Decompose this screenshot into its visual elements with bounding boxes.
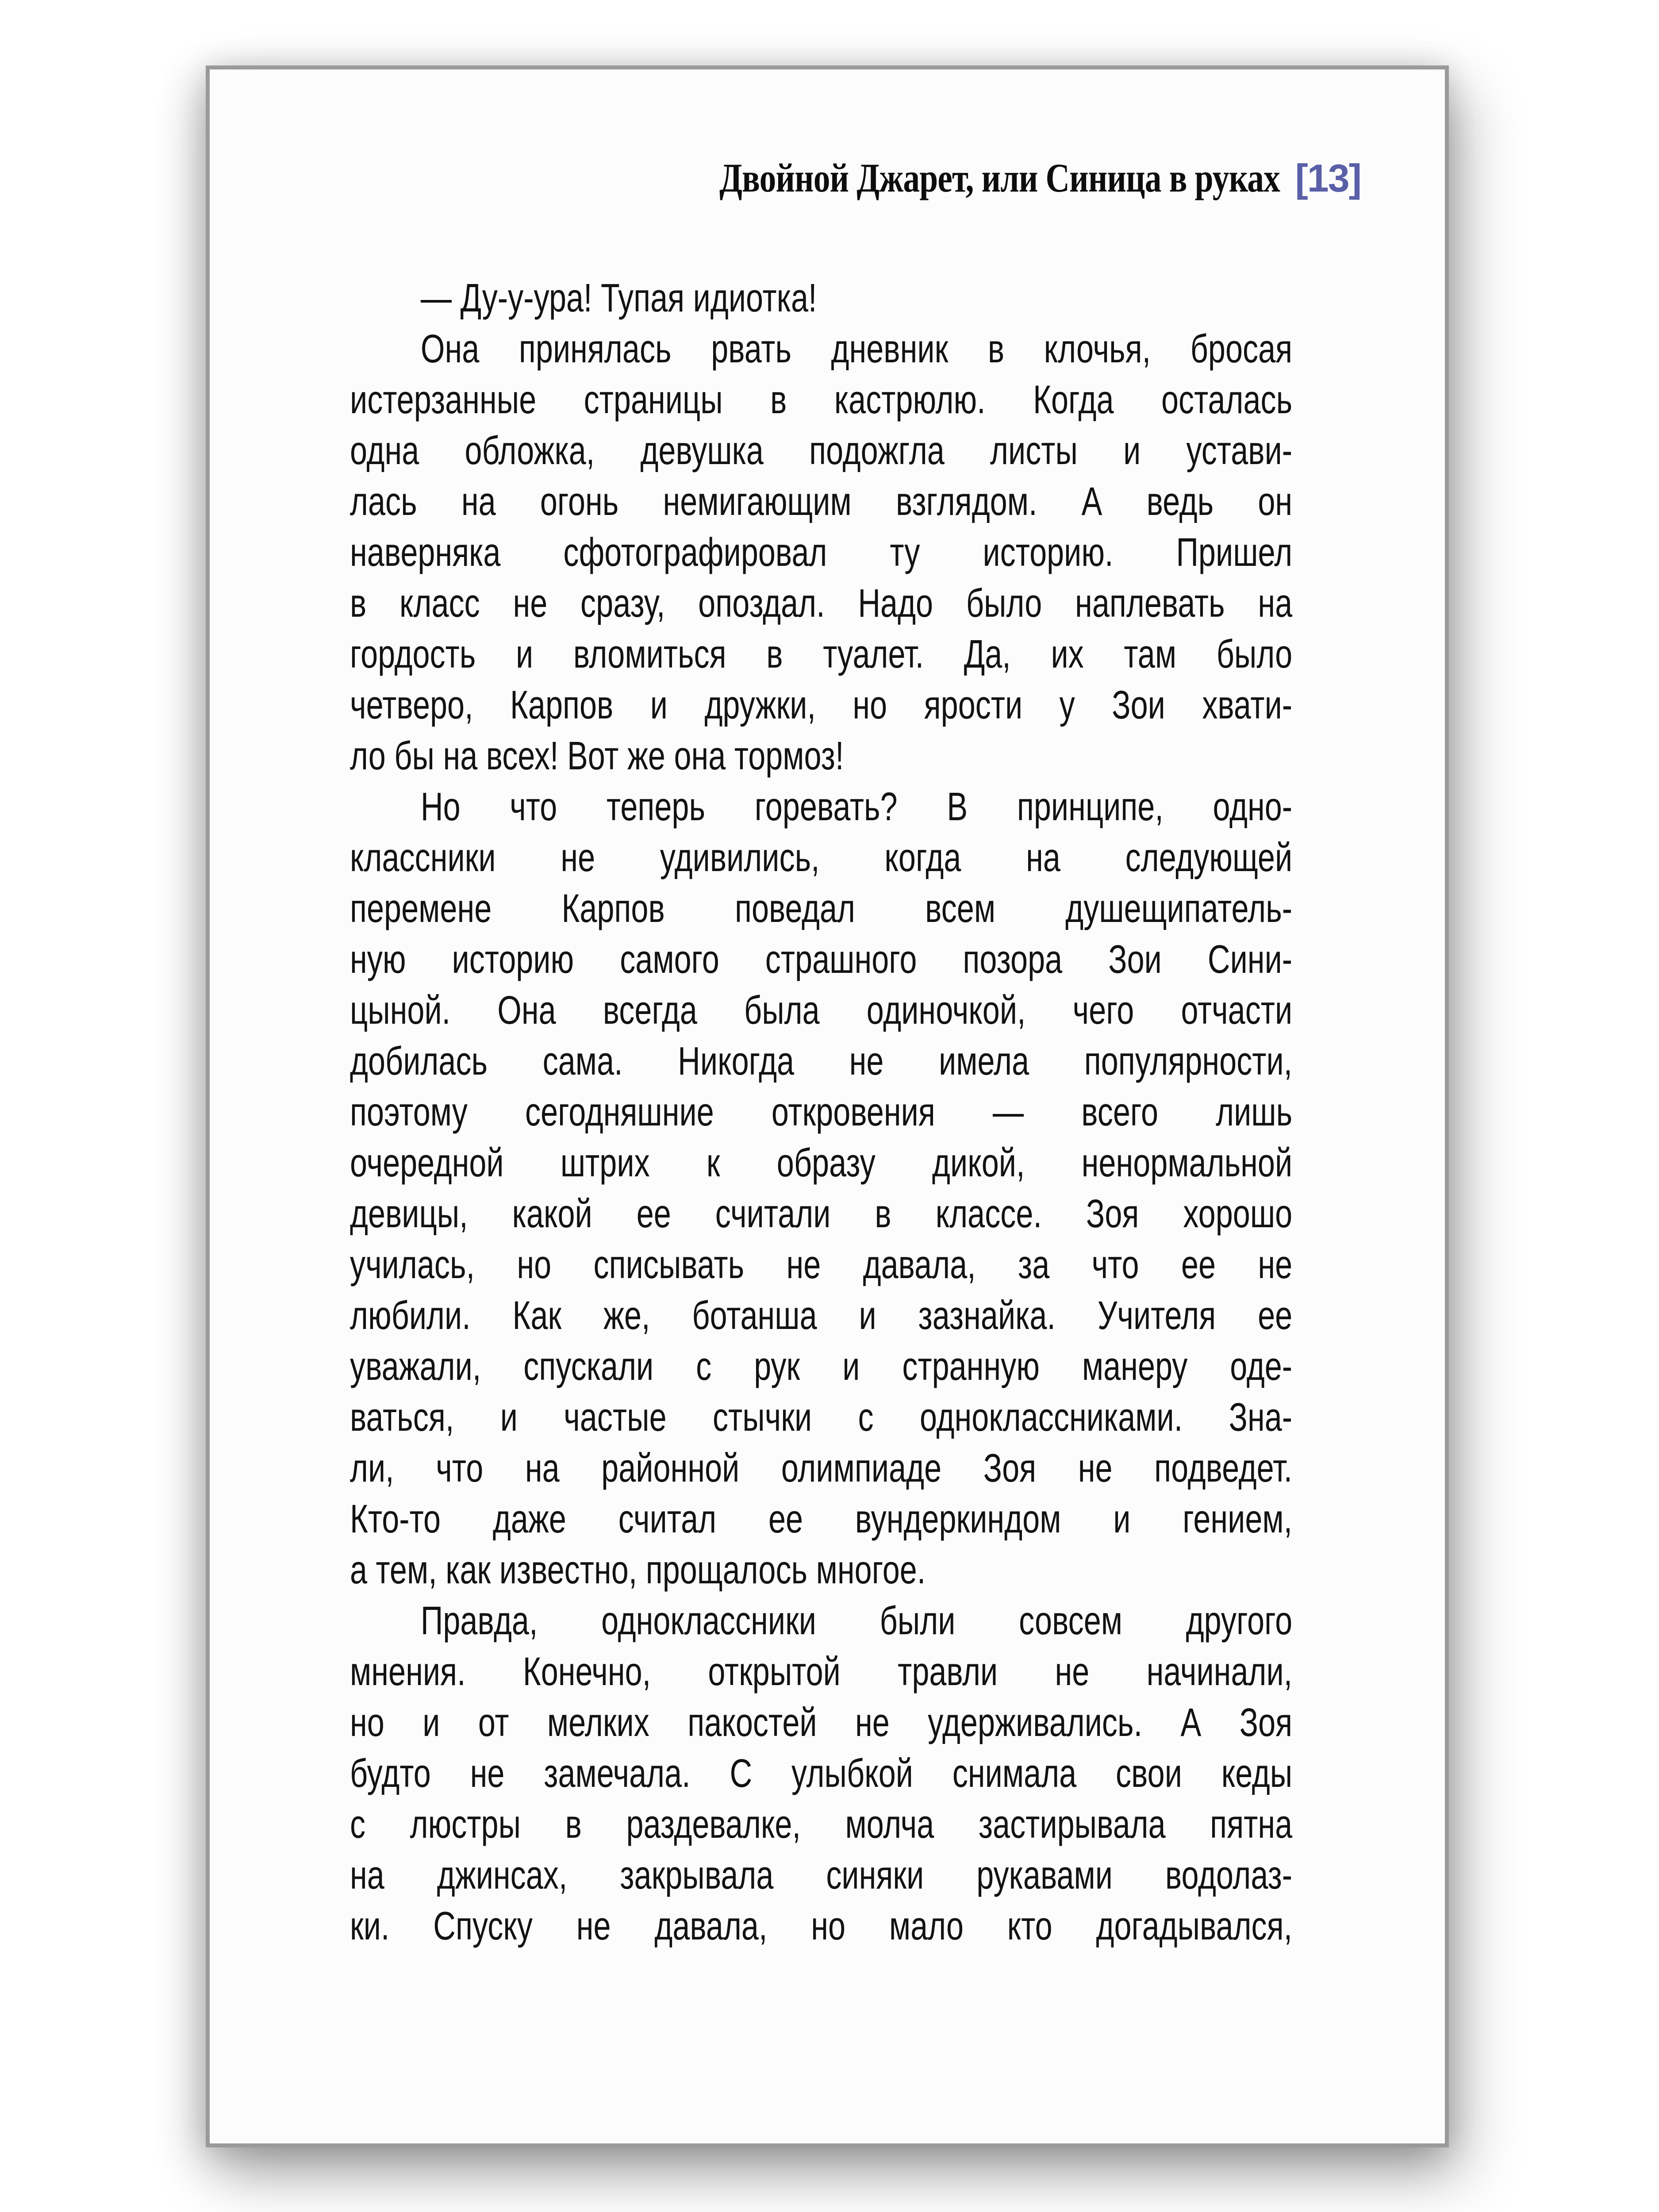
- text-line: — Ду-у-ура! Тупая идиотка!: [420, 276, 817, 320]
- text-line: очередной штрих к образу дикой, ненормальной: [350, 1141, 1293, 1185]
- text-line: девицы, какой ее считали в классе. Зоя хорошо: [350, 1192, 1293, 1236]
- text-line: Она принялась рвать дневник в клочья, бросая: [420, 327, 1293, 371]
- text-line: а тем, как известно, прощалось многое.: [350, 1548, 926, 1592]
- text-line: училась, но списывать не давала, за что ее не: [350, 1243, 1293, 1287]
- text-line: одна обложка, девушка подожгла листы и устави-: [350, 429, 1293, 473]
- text-line: ваться, и частые стычки с одноклассниками. Зна-: [350, 1395, 1293, 1440]
- text-line: ли, что на районной олимпиаде Зоя не подведет.: [350, 1446, 1293, 1490]
- text-line: поэтому сегодняшние откровения — всего лишь: [350, 1090, 1293, 1134]
- text-line: ную историю самого страшного позора Зои Сини-: [350, 937, 1293, 982]
- text-line: уважали, спускали с рук и странную манеру оде-: [350, 1344, 1293, 1389]
- body-text: [350, 273, 1292, 1952]
- running-title: Двойной Джарет, или Синица в руках: [719, 155, 1280, 200]
- text-line: лась на огонь немигающим взглядом. А ведь он: [350, 480, 1293, 524]
- text-line: гордость и вломиться в туалет. Да, их там было: [350, 632, 1293, 676]
- text-line: но и от мелких пакостей не удерживались. А Зоя: [350, 1701, 1293, 1745]
- text-line: классники не удивились, когда на следующей: [350, 836, 1293, 880]
- text-line: в класс не сразу, опоздал. Надо было наплевать на: [350, 581, 1293, 626]
- text-line: любили. Как же, ботанша и зазнайка. Учителя ее: [350, 1294, 1293, 1338]
- text-line: ло бы на всех! Вот же она тормоз!: [350, 734, 844, 778]
- text-line: с люстры в раздевалке, молча застирывала пятна: [350, 1802, 1293, 1847]
- text-line: на джинсах, закрывала синяки рукавами водолаз-: [350, 1853, 1293, 1897]
- text-line: мнения. Конечно, открытой травли не начинали,: [350, 1650, 1293, 1694]
- text-line: наверняка сфотографировал ту историю. Пришел: [350, 530, 1293, 575]
- text-line: ки. Спуску не давала, но мало кто догадывался,: [350, 1904, 1293, 1948]
- text-line: истерзанные страницы в кастрюлю. Когда осталась: [350, 378, 1293, 422]
- page-number: [13]: [1295, 156, 1361, 200]
- paragraph: [350, 782, 1292, 1596]
- text-line: четверо, Карпов и дружки, но ярости у Зои хвати-: [350, 683, 1293, 727]
- paragraph: [350, 1596, 1292, 1952]
- text-line: добилась сама. Никогда не имела популярности,: [350, 1039, 1293, 1083]
- text-line: Кто-то даже считал ее вундеркиндом и гением,: [350, 1497, 1293, 1541]
- running-header: [596, 154, 1361, 201]
- text-line: Но что теперь горевать? В принципе, одно-: [420, 785, 1293, 829]
- text-line: цыной. Она всегда была одиночкой, чего отчасти: [350, 988, 1293, 1033]
- text-line: перемене Карпов поведал всем душещипатель-: [350, 887, 1293, 931]
- paragraph: [350, 273, 1292, 324]
- book-page: [206, 65, 1449, 2147]
- text-line: Правда, одноклассники были совсем другого: [420, 1599, 1293, 1643]
- text-line: будто не замечала. С улыбкой снимала свои кеды: [350, 1751, 1293, 1796]
- paragraph: [350, 324, 1292, 782]
